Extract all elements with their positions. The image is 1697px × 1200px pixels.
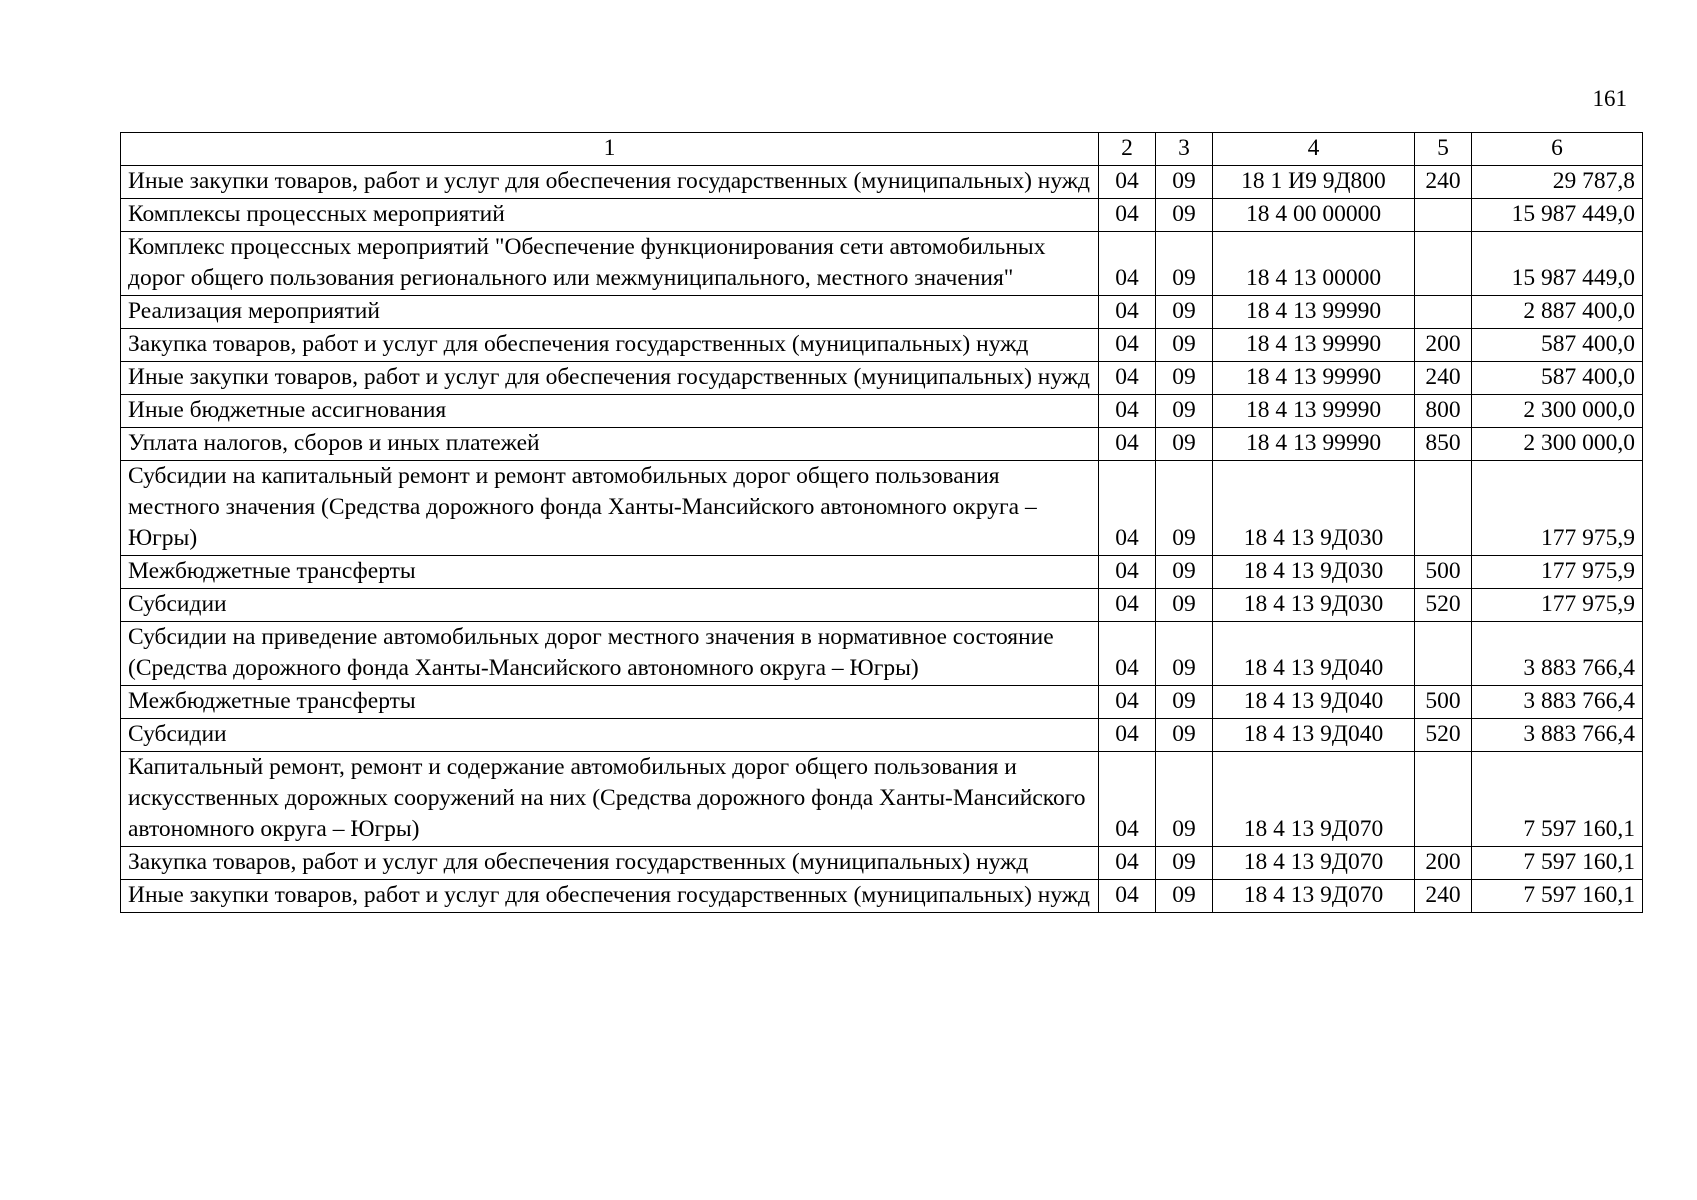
row-name-cell: Комплекс процессных мероприятий "Обеспечение функционирования сети автомобильных дорог общего пользования регионального или межмуниципального, местного значения" — [121, 232, 1099, 296]
table-row — [121, 752, 1643, 847]
row-section-cell: 04 — [1099, 556, 1156, 589]
row-name-cell: Иные закупки товаров, работ и услуг для обеспечения государственных (муниципальных) нужд — [121, 362, 1099, 395]
table-row — [121, 428, 1643, 461]
row-amount-cell: 7 597 160,1 — [1472, 847, 1643, 880]
row-name-cell: Комплексы процессных мероприятий — [121, 199, 1099, 232]
row-target-code-cell: 18 4 13 9Д030 — [1213, 461, 1415, 556]
table-row — [121, 686, 1643, 719]
row-name-cell: Межбюджетные трансферты — [121, 556, 1099, 589]
row-section-cell: 04 — [1099, 752, 1156, 847]
row-name-cell: Капитальный ремонт, ремонт и содержание автомобильных дорог общего пользования и искусственных дорожных сооружений на них (Средства дорожного фонда Ханты-Мансийского автономного округа – Югры) — [121, 752, 1099, 847]
row-target-code-cell: 18 1 И9 9Д800 — [1213, 166, 1415, 199]
row-subsection-cell: 09 — [1156, 199, 1213, 232]
row-subsection-cell: 09 — [1156, 362, 1213, 395]
row-expense-type-cell: 520 — [1415, 589, 1472, 622]
row-name-cell: Субсидии — [121, 719, 1099, 752]
header-cell-3: 3 — [1156, 133, 1213, 166]
row-name-cell: Межбюджетные трансферты — [121, 686, 1099, 719]
row-subsection-cell: 09 — [1156, 296, 1213, 329]
row-section-cell: 04 — [1099, 719, 1156, 752]
row-subsection-cell: 09 — [1156, 847, 1213, 880]
table-row — [121, 362, 1643, 395]
row-subsection-cell: 09 — [1156, 166, 1213, 199]
row-target-code-cell: 18 4 13 99990 — [1213, 296, 1415, 329]
row-subsection-cell: 09 — [1156, 556, 1213, 589]
row-subsection-cell: 09 — [1156, 461, 1213, 556]
row-target-code-cell: 18 4 13 9Д040 — [1213, 719, 1415, 752]
row-amount-cell: 177 975,9 — [1472, 589, 1643, 622]
row-expense-type-cell — [1415, 461, 1472, 556]
row-target-code-cell: 18 4 00 00000 — [1213, 199, 1415, 232]
row-subsection-cell: 09 — [1156, 329, 1213, 362]
table-row — [121, 296, 1643, 329]
row-section-cell: 04 — [1099, 329, 1156, 362]
row-name-cell: Закупка товаров, работ и услуг для обеспечения государственных (муниципальных) нужд — [121, 329, 1099, 362]
row-name-cell: Субсидии на капитальный ремонт и ремонт автомобильных дорог общего пользования местного значения (Средства дорожного фонда Ханты-Мансийского автономного округа – Югры) — [121, 461, 1099, 556]
row-target-code-cell: 18 4 13 99990 — [1213, 395, 1415, 428]
row-name-cell: Реализация мероприятий — [121, 296, 1099, 329]
table-row — [121, 719, 1643, 752]
row-expense-type-cell — [1415, 296, 1472, 329]
row-section-cell: 04 — [1099, 199, 1156, 232]
row-expense-type-cell: 520 — [1415, 719, 1472, 752]
page-number: 161 — [1592, 86, 1627, 111]
row-expense-type-cell — [1415, 752, 1472, 847]
row-amount-cell: 587 400,0 — [1472, 362, 1643, 395]
row-amount-cell: 177 975,9 — [1472, 556, 1643, 589]
row-amount-cell: 177 975,9 — [1472, 461, 1643, 556]
row-target-code-cell: 18 4 13 9Д070 — [1213, 752, 1415, 847]
row-amount-cell: 3 883 766,4 — [1472, 686, 1643, 719]
row-name-cell: Закупка товаров, работ и услуг для обеспечения государственных (муниципальных) нужд — [121, 847, 1099, 880]
table-row — [121, 461, 1643, 556]
table-row — [121, 232, 1643, 296]
row-target-code-cell: 18 4 13 99990 — [1213, 362, 1415, 395]
header-cell-4: 4 — [1213, 133, 1415, 166]
budget-table — [120, 132, 1643, 913]
row-expense-type-cell — [1415, 622, 1472, 686]
row-section-cell: 04 — [1099, 686, 1156, 719]
table-row — [121, 329, 1643, 362]
row-section-cell: 04 — [1099, 362, 1156, 395]
table-body — [121, 166, 1643, 913]
row-amount-cell: 2 300 000,0 — [1472, 428, 1643, 461]
row-expense-type-cell: 200 — [1415, 329, 1472, 362]
row-subsection-cell: 09 — [1156, 428, 1213, 461]
row-target-code-cell: 18 4 13 9Д040 — [1213, 686, 1415, 719]
row-name-cell: Иные закупки товаров, работ и услуг для обеспечения государственных (муниципальных) нужд — [121, 166, 1099, 199]
row-section-cell: 04 — [1099, 847, 1156, 880]
header-cell-2: 2 — [1099, 133, 1156, 166]
row-amount-cell: 2 887 400,0 — [1472, 296, 1643, 329]
row-name-cell: Иные бюджетные ассигнования — [121, 395, 1099, 428]
table-row — [121, 166, 1643, 199]
row-amount-cell: 7 597 160,1 — [1472, 752, 1643, 847]
row-section-cell: 04 — [1099, 296, 1156, 329]
row-amount-cell: 587 400,0 — [1472, 329, 1643, 362]
row-amount-cell: 29 787,8 — [1472, 166, 1643, 199]
row-expense-type-cell: 240 — [1415, 166, 1472, 199]
row-target-code-cell: 18 4 13 9Д070 — [1213, 880, 1415, 913]
row-target-code-cell: 18 4 13 9Д070 — [1213, 847, 1415, 880]
row-amount-cell: 2 300 000,0 — [1472, 395, 1643, 428]
row-subsection-cell: 09 — [1156, 589, 1213, 622]
row-name-cell: Субсидии на приведение автомобильных дорог местного значения в нормативное состояние (Средства дорожного фонда Ханты-Мансийского автономного округа – Югры) — [121, 622, 1099, 686]
row-section-cell: 04 — [1099, 589, 1156, 622]
row-expense-type-cell — [1415, 199, 1472, 232]
row-expense-type-cell: 500 — [1415, 556, 1472, 589]
row-expense-type-cell — [1415, 232, 1472, 296]
row-subsection-cell: 09 — [1156, 232, 1213, 296]
row-amount-cell: 7 597 160,1 — [1472, 880, 1643, 913]
row-target-code-cell: 18 4 13 9Д040 — [1213, 622, 1415, 686]
row-section-cell: 04 — [1099, 395, 1156, 428]
row-section-cell: 04 — [1099, 428, 1156, 461]
row-section-cell: 04 — [1099, 880, 1156, 913]
table-row — [121, 199, 1643, 232]
row-target-code-cell: 18 4 13 00000 — [1213, 232, 1415, 296]
header-cell-6: 6 — [1472, 133, 1643, 166]
row-target-code-cell: 18 4 13 99990 — [1213, 329, 1415, 362]
table-row — [121, 880, 1643, 913]
row-target-code-cell: 18 4 13 99990 — [1213, 428, 1415, 461]
row-amount-cell: 3 883 766,4 — [1472, 622, 1643, 686]
row-amount-cell: 3 883 766,4 — [1472, 719, 1643, 752]
row-amount-cell: 15 987 449,0 — [1472, 232, 1643, 296]
row-name-cell: Иные закупки товаров, работ и услуг для обеспечения государственных (муниципальных) нужд — [121, 880, 1099, 913]
row-section-cell: 04 — [1099, 232, 1156, 296]
table-header-row — [121, 133, 1643, 166]
table-row — [121, 622, 1643, 686]
row-subsection-cell: 09 — [1156, 752, 1213, 847]
row-target-code-cell: 18 4 13 9Д030 — [1213, 589, 1415, 622]
row-expense-type-cell: 200 — [1415, 847, 1472, 880]
row-expense-type-cell: 240 — [1415, 362, 1472, 395]
row-subsection-cell: 09 — [1156, 622, 1213, 686]
header-cell-5: 5 — [1415, 133, 1472, 166]
table-row — [121, 589, 1643, 622]
row-subsection-cell: 09 — [1156, 880, 1213, 913]
row-expense-type-cell: 850 — [1415, 428, 1472, 461]
row-name-cell: Уплата налогов, сборов и иных платежей — [121, 428, 1099, 461]
row-expense-type-cell: 240 — [1415, 880, 1472, 913]
row-subsection-cell: 09 — [1156, 395, 1213, 428]
row-name-cell: Субсидии — [121, 589, 1099, 622]
row-expense-type-cell: 800 — [1415, 395, 1472, 428]
table-row — [121, 395, 1643, 428]
row-subsection-cell: 09 — [1156, 686, 1213, 719]
row-section-cell: 04 — [1099, 622, 1156, 686]
row-amount-cell: 15 987 449,0 — [1472, 199, 1643, 232]
row-section-cell: 04 — [1099, 461, 1156, 556]
table-row — [121, 556, 1643, 589]
row-expense-type-cell: 500 — [1415, 686, 1472, 719]
row-subsection-cell: 09 — [1156, 719, 1213, 752]
header-cell-1: 1 — [121, 133, 1099, 166]
row-section-cell: 04 — [1099, 166, 1156, 199]
table-row — [121, 847, 1643, 880]
row-target-code-cell: 18 4 13 9Д030 — [1213, 556, 1415, 589]
